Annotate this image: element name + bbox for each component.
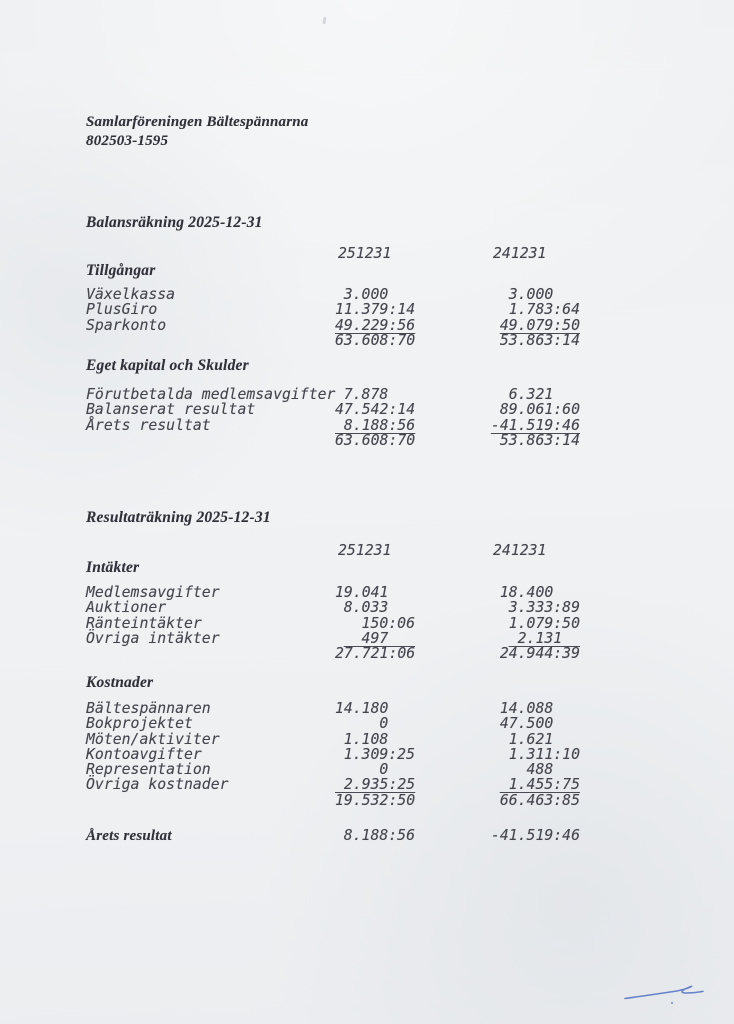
value-col1: 8.188:56 — [335, 416, 416, 434]
net-result-col2: -41.519:46 — [490, 827, 580, 844]
total-col1: 63.608:70 — [335, 431, 416, 449]
net-result-row — [86, 828, 580, 843]
row-label: Ränteintäkter — [86, 614, 202, 632]
table-row — [86, 732, 580, 747]
total-col2: 24.944:39 — [499, 645, 580, 663]
row-label: Övriga kostnader — [86, 776, 229, 794]
balance-sheet-column-headers — [86, 246, 580, 261]
value-col2: 18.400 — [499, 584, 580, 601]
income-statement-title: Resultaträkning 2025-12-31 — [86, 509, 271, 526]
table-row — [86, 616, 580, 631]
row-label: Årets resultat — [86, 416, 211, 434]
value-col2: 89.061:60 — [499, 401, 580, 419]
value-col1: 19.041 — [335, 584, 416, 601]
row-label: Möten/aktiviter — [86, 730, 220, 748]
value-col1: 2.935:25 — [335, 776, 416, 794]
total-row — [86, 646, 580, 661]
value-col1: 8.033 — [343, 599, 415, 617]
table-row — [86, 302, 580, 317]
total-row — [86, 793, 580, 808]
value-col2: 47.500 — [499, 715, 580, 733]
value-col2: -41.519:46 — [490, 416, 580, 434]
total-row — [86, 433, 580, 448]
row-label: Förutbetalda medlemsavgifter — [86, 386, 336, 403]
value-col2: 1.455:75 — [499, 776, 580, 794]
scan-speck — [323, 17, 327, 24]
total-col2: 53.863:14 — [499, 331, 580, 349]
row-label: PlusGiro — [86, 301, 158, 319]
table-row — [86, 600, 580, 615]
value-col1: 11.379:14 — [335, 301, 416, 319]
row-label: Kontoavgifter — [86, 745, 202, 763]
total-col2: 53.863:14 — [499, 431, 580, 449]
value-col1: 0 — [379, 715, 415, 733]
row-label: Auktioner — [86, 599, 167, 617]
table-row — [86, 318, 580, 333]
income-table — [86, 585, 580, 661]
table-row — [86, 387, 580, 402]
income-heading: Intäkter — [86, 559, 140, 576]
costs-table — [86, 701, 580, 808]
value-col1: 497 — [343, 629, 415, 647]
value-col1: 0 — [379, 761, 415, 779]
value-col2: 1.621 — [508, 730, 580, 748]
table-row — [86, 716, 580, 731]
total-col1: 27.721:06 — [335, 645, 416, 663]
income-statement-column-headers — [86, 543, 580, 558]
net-result-label: Årets resultat — [86, 828, 172, 844]
row-label: Bokprojektet — [86, 715, 193, 733]
row-label: Representation — [86, 761, 211, 779]
row-label: Växelkassa — [86, 286, 176, 303]
value-col1: 3.000 — [343, 286, 415, 303]
table-row — [86, 777, 580, 792]
total-col2: 66.463:85 — [499, 791, 580, 809]
value-col2: 1.783:64 — [508, 301, 580, 319]
value-col2: 6.321 — [508, 386, 580, 403]
value-col1: 47.542:14 — [335, 401, 416, 419]
column-header-previous-year: 241231 — [493, 542, 547, 559]
table-row — [86, 418, 580, 433]
value-col1: 7.878 — [343, 386, 415, 403]
column-header-current-year: 251231 — [338, 245, 392, 262]
row-label: Balanserat resultat — [86, 401, 256, 419]
total-col1: 63.608:70 — [335, 331, 416, 349]
signature-scribble — [622, 980, 706, 1012]
balance-sheet-title: Balansräkning 2025-12-31 — [86, 214, 263, 231]
table-row — [86, 631, 580, 646]
column-header-previous-year: 241231 — [493, 245, 547, 262]
table-row — [86, 747, 580, 762]
assets-heading: Tillgångar — [86, 262, 156, 279]
net-result-col1: 8.188:56 — [343, 827, 415, 844]
value-col1: 1.108 — [343, 730, 415, 748]
value-col2: 14.088 — [499, 700, 580, 717]
row-label: Övriga intäkter — [86, 629, 220, 647]
row-label: Bältespännaren — [86, 700, 211, 717]
value-col2: 488 — [526, 761, 580, 779]
value-col1: 14.180 — [335, 700, 416, 717]
value-col1: 49.229:56 — [335, 316, 416, 334]
column-header-current-year: 251231 — [338, 542, 392, 559]
row-label: Sparkonto — [86, 316, 167, 334]
equity-liabilities-table — [86, 387, 580, 448]
value-col2: 2.131 — [508, 629, 580, 647]
table-row — [86, 701, 580, 716]
value-col2: 1.311:10 — [508, 745, 580, 763]
value-col2: 1.079:50 — [508, 614, 580, 632]
total-row — [86, 333, 580, 348]
value-col1: 1.309:25 — [343, 745, 415, 763]
table-row — [86, 287, 580, 302]
table-row — [86, 585, 580, 600]
org-name: Samlarföreningen Bältespännarna — [86, 114, 309, 130]
value-col2: 3.000 — [508, 286, 580, 303]
org-header — [86, 113, 309, 151]
row-label: Medlemsavgifter — [86, 584, 220, 601]
table-row — [86, 402, 580, 417]
costs-heading: Kostnader — [86, 674, 154, 691]
value-col2: 3.333:89 — [508, 599, 580, 617]
equity-liabilities-heading: Eget kapital och Skulder — [86, 357, 249, 374]
value-col1: 150:06 — [361, 614, 415, 632]
assets-table — [86, 287, 580, 348]
value-col2: 49.079:50 — [499, 316, 580, 334]
total-col1: 19.532:50 — [335, 791, 416, 809]
org-number: 802503-1595 — [86, 133, 169, 149]
